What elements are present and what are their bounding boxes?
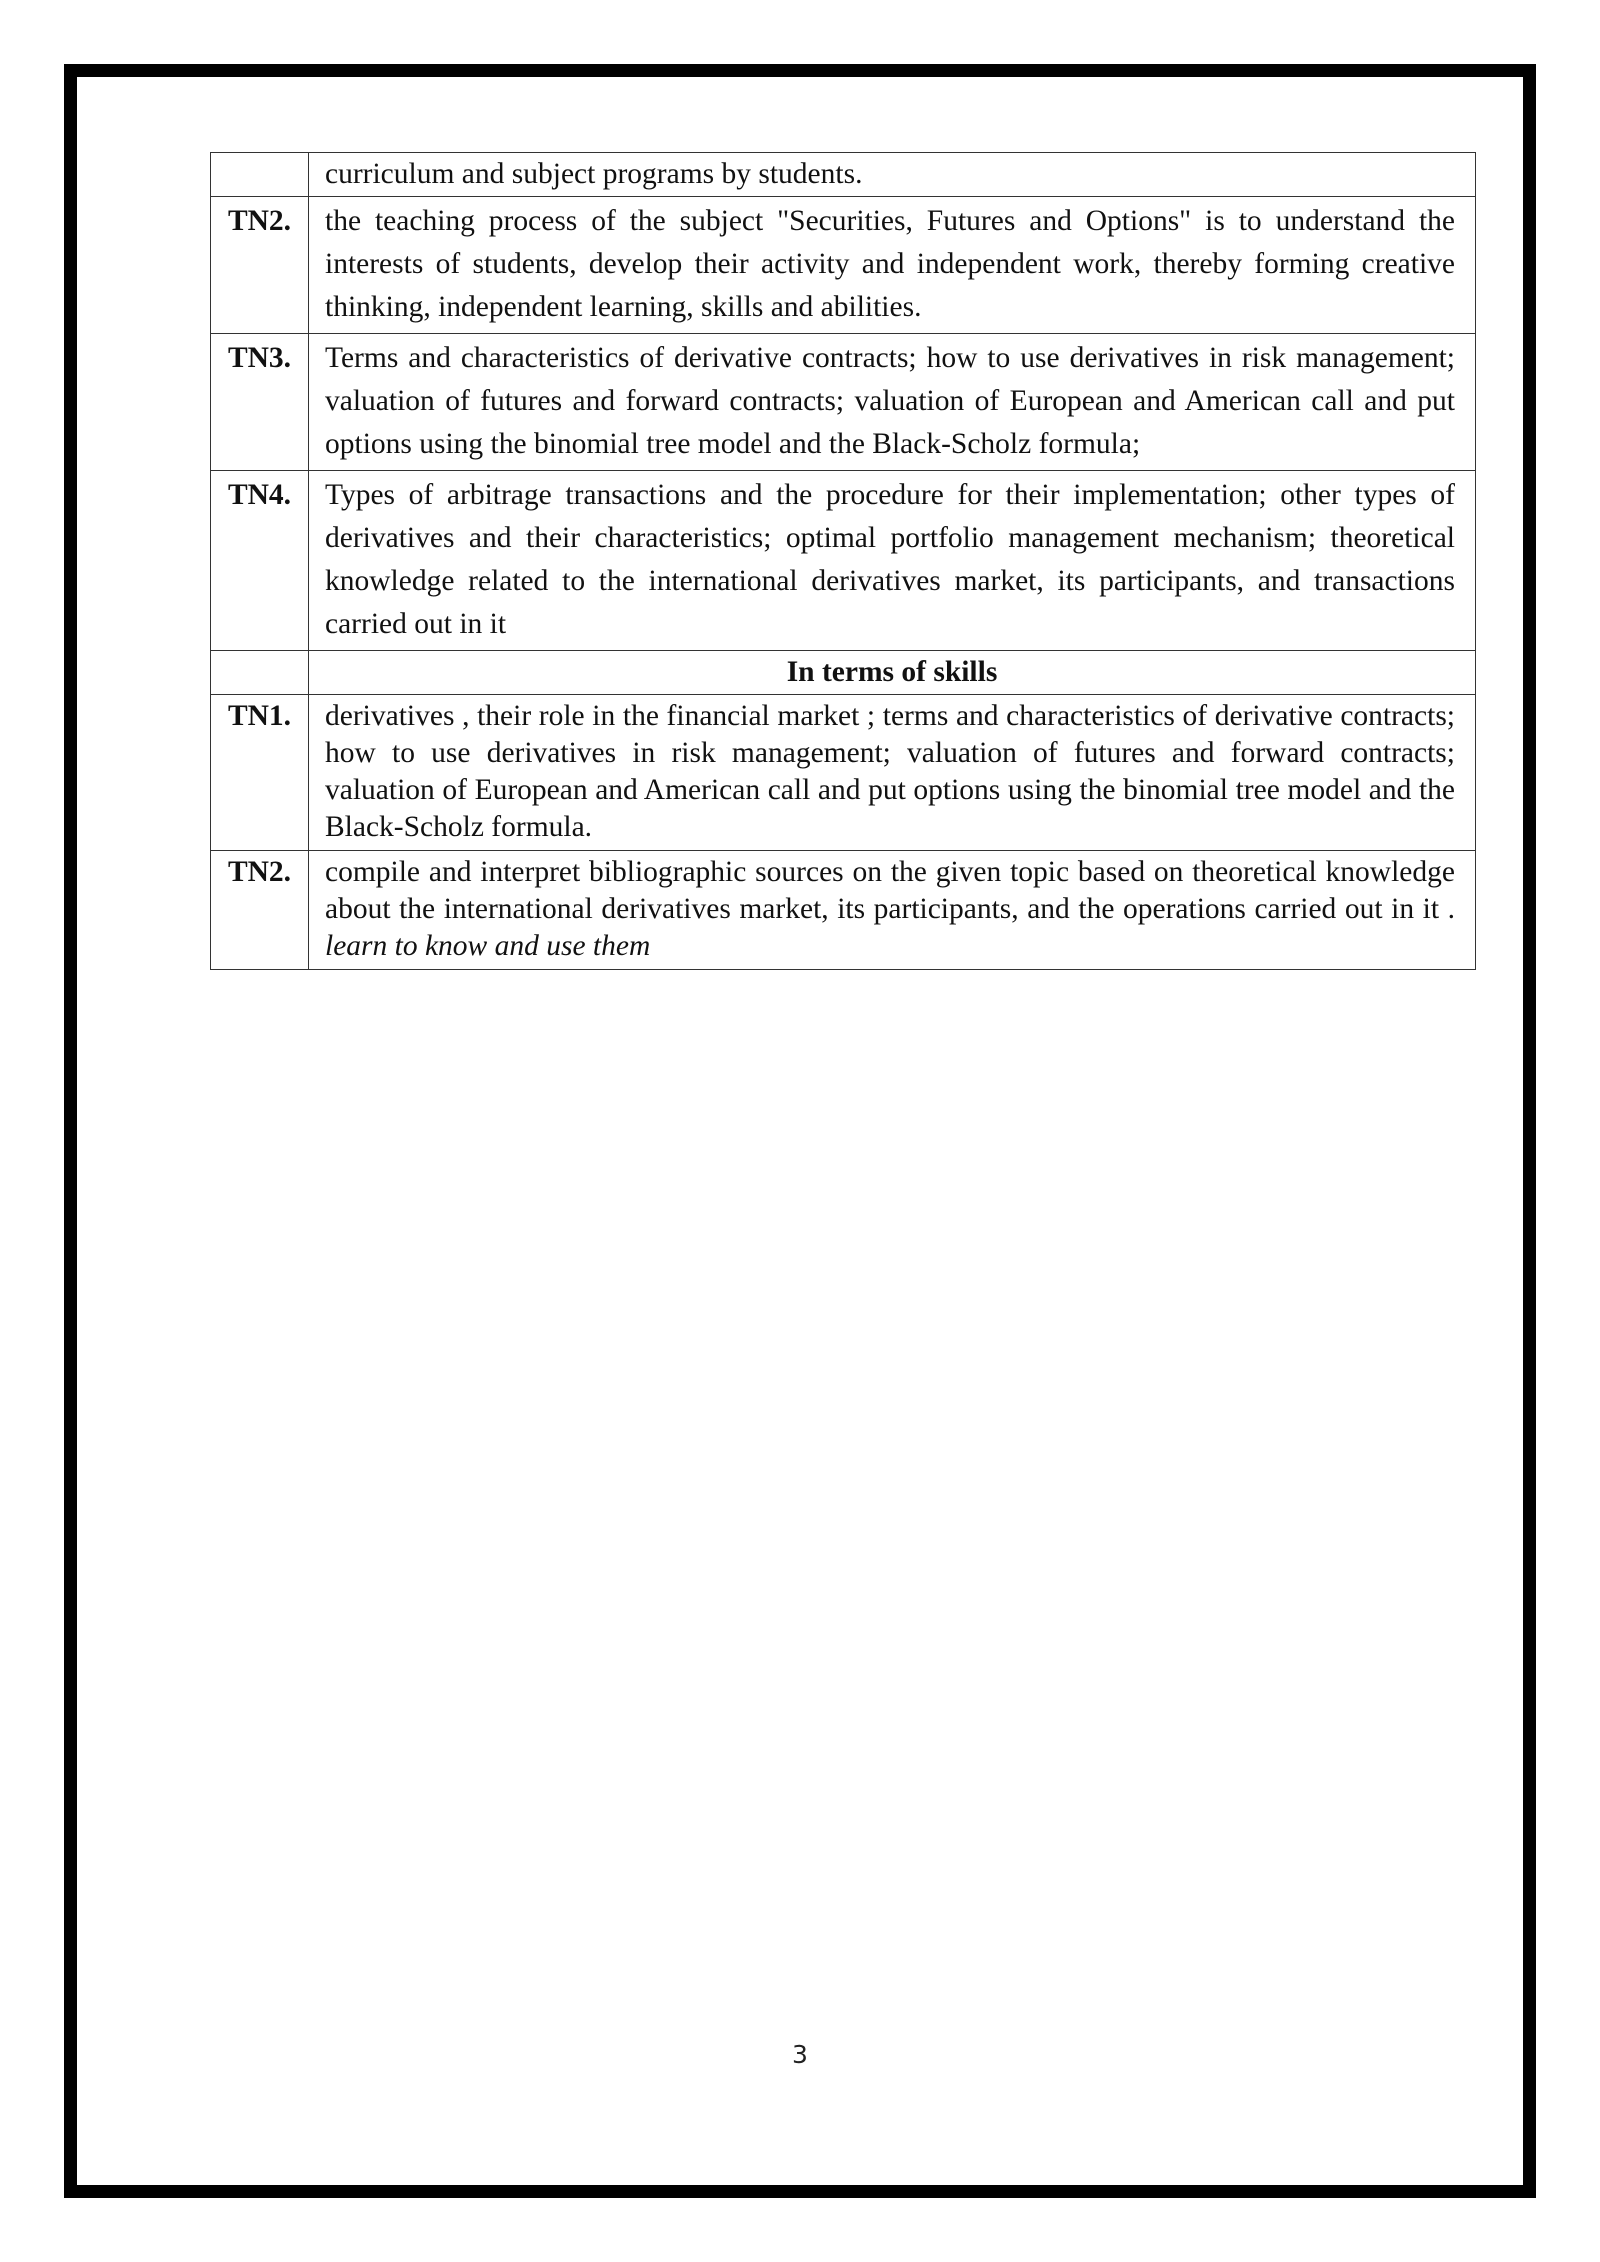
skill-code: TN2. — [211, 851, 309, 970]
section-code-cell — [211, 651, 309, 695]
table-row — [211, 695, 1476, 851]
section-row — [211, 651, 1476, 695]
skill-text: derivatives , their role in the financial market ; terms and characteristics of derivative contracts; how to use derivatives in risk management; valuation of futures and forward contracts; valuation of European and American call and put options using the binomial tree model and the Black-Scholz formula. — [309, 695, 1476, 851]
page-number: 3 — [792, 2040, 808, 2069]
outcome-text: the teaching process of the subject "Securities, Futures and Options" is to understand the interests of students, develop their activity and independent work, thereby forming creative thinking, independent learning, skills and abilities. — [309, 197, 1476, 334]
outcomes-table — [210, 152, 1476, 970]
skill-text: compile and interpret bibliographic sources on the given topic based on theoretical knowledge about the international derivatives market, its participants, and the operations carried out in it . — [325, 856, 1455, 925]
table-row — [211, 197, 1476, 334]
section-heading: In terms of skills — [309, 651, 1476, 695]
table-row — [211, 334, 1476, 471]
table-row — [211, 851, 1476, 970]
skill-text-italic: learn to know and use them — [325, 930, 651, 962]
outcome-text: Types of arbitrage transactions and the procedure for their implementation; other types of derivatives and their characteristics; optimal portfolio management mechanism; theoretical knowledge related to the international derivatives market, its participants, and transactions carried out in it — [309, 471, 1476, 651]
outcome-code — [211, 153, 309, 197]
outcome-code: TN3. — [211, 334, 309, 471]
outcome-code: TN2. — [211, 197, 309, 334]
outcome-text: Terms and characteristics of derivative contracts; how to use derivatives in risk management; valuation of futures and forward contracts; valuation of European and American call and put options using the binomial tree model and the Black-Scholz formula; — [309, 334, 1476, 471]
outcome-text: curriculum and subject programs by students. — [309, 153, 1476, 197]
skill-text-cell — [309, 851, 1476, 970]
table-row — [211, 153, 1476, 197]
table-row — [211, 471, 1476, 651]
skill-code: TN1. — [211, 695, 309, 851]
outcome-code: TN4. — [211, 471, 309, 651]
